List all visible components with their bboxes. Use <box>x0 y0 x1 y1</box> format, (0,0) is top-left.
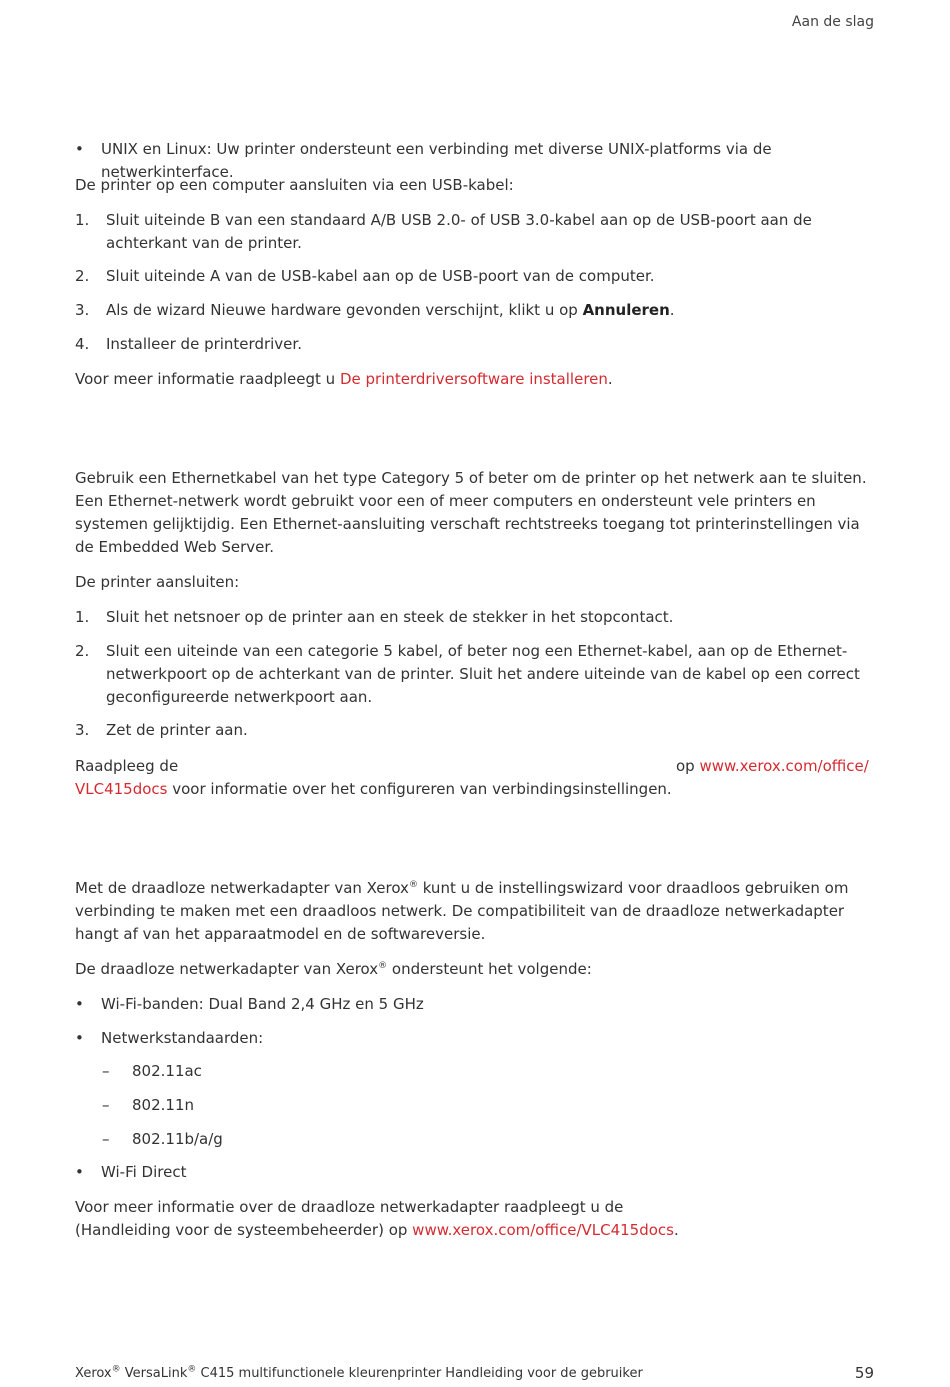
supports-part: ondersteunt het volgende: <box>387 960 592 978</box>
registered-mark: ® <box>408 880 418 890</box>
running-header: Aan de slag <box>791 14 874 30</box>
annuleren-label: Annuleren <box>582 301 670 319</box>
more-info-line-1: Voor meer informatie over de draadloze netwerkadapter raadpleegt u de <box>75 1198 624 1216</box>
footer-title <box>75 1366 643 1381</box>
standard-value: 802.11b/a/g <box>132 1130 223 1148</box>
more-info-suffix: . <box>674 1221 679 1239</box>
reference-op <box>676 755 869 778</box>
step-number: 3. <box>75 301 90 319</box>
footer-model: VersaLink <box>120 1366 188 1381</box>
registered-mark: ® <box>187 1364 197 1375</box>
reference-prefix: Raadpleeg de <box>75 757 179 775</box>
step-number: 4. <box>75 335 90 353</box>
wireless-body <box>75 877 875 946</box>
footer-rest: C415 multifunctionele kleurenprinter Handleiding voor de gebruiker <box>196 1366 643 1381</box>
docs-link-part-1[interactable]: www.xerox.com/office/ <box>699 757 869 775</box>
standards-text: Netwerkstandaarden: <box>101 1029 264 1047</box>
dash-marker: – <box>102 1130 110 1148</box>
wireless-more-info <box>75 1196 875 1242</box>
usb-intro: De printer op een computer aansluiten via een USB-kabel: <box>75 176 514 194</box>
bullet-marker: • <box>75 995 84 1013</box>
ethernet-body: Gebruik een Ethernetkabel van het type Category 5 of beter om de printer op het netwerk aan te sluiten. Een Ethernet-netwerk wordt gebruikt voor een of meer computers en ondersteunt vele printers en systemen gelijktijdig. Een Ethernet-aansluiting verschaft rechtstreeks toegang tot printerinstellingen via de Embedded Web Server. <box>75 469 867 556</box>
registered-mark: ® <box>111 1364 121 1375</box>
wifi-direct-text: Wi-Fi Direct <box>101 1163 187 1181</box>
step-text: Sluit het netsnoer op de printer aan en steek de stekker in het stopcontact. <box>106 608 674 626</box>
wireless-body-part: kunt u de instellingswizard voor draadloos gebruiken om verbinding te maken met een draadloos netwerk. De compatibiliteit van de draadloze netwerkadapter hangt af van het apparaatmodel en de softwareversie. <box>75 879 849 943</box>
bands-text: Wi-Fi-banden: Dual Band 2,4 GHz en 5 GHz <box>101 995 424 1013</box>
more-info-suffix: . <box>607 370 613 388</box>
step-number: 1. <box>75 608 90 626</box>
wireless-body-part: Met de draadloze netwerkadapter van Xerox <box>75 879 409 897</box>
reference-line-2 <box>75 778 672 801</box>
footer-brand: Xerox <box>75 1366 112 1381</box>
docs-link[interactable]: www.xerox.com/office/VLC415docs <box>412 1221 674 1239</box>
step-number: 3. <box>75 721 90 739</box>
docs-link-part-2[interactable]: VLC415docs <box>75 780 168 798</box>
step-number: 2. <box>75 642 90 660</box>
bullet-marker: • <box>75 140 84 158</box>
registered-mark: ® <box>378 961 388 971</box>
step-number: 1. <box>75 211 90 229</box>
step-text-part: Als de wizard Nieuwe hardware gevonden verschijnt, klikt u op <box>106 301 583 319</box>
unix-bullet-text: UNIX en Linux: Uw printer ondersteunt een verbinding met diverse UNIX-platforms via de netwerkinterface. <box>101 140 772 181</box>
more-info-line-2 <box>75 1219 875 1242</box>
ethernet-intro: De printer aansluiten: <box>75 573 240 591</box>
step-text: Zet de printer aan. <box>106 721 248 739</box>
usb-more-info <box>75 368 875 391</box>
bullet-marker: • <box>75 1029 84 1047</box>
step-text: Sluit uiteinde A van de USB-kabel aan op de USB-poort van de computer. <box>106 267 655 285</box>
bullet-marker: • <box>75 1163 84 1181</box>
standard-value: 802.11n <box>132 1096 194 1114</box>
dash-marker: – <box>102 1096 110 1114</box>
install-driver-link[interactable]: De printerdriversoftware installeren <box>339 370 608 388</box>
ethernet-reference <box>75 755 875 801</box>
standard-value: 802.11ac <box>132 1062 202 1080</box>
reference-op-word: op <box>676 757 695 775</box>
supports-part: De draadloze netwerkadapter van Xerox <box>75 960 379 978</box>
dash-marker: – <box>102 1062 110 1080</box>
step-text-part: . <box>669 301 675 319</box>
step-text <box>106 299 871 322</box>
more-info-prefix: (Handleiding voor de systeembeheerder) op <box>75 1221 413 1239</box>
wireless-supports <box>75 958 875 981</box>
more-info-prefix: Voor meer informatie raadpleegt u <box>75 370 340 388</box>
step-text: Sluit uiteinde B van een standaard A/B USB 2.0- of USB 3.0-kabel aan op de USB-poort aan de achterkant van de printer. <box>106 211 812 252</box>
step-number: 2. <box>75 267 90 285</box>
page-number: 59 <box>854 1364 874 1382</box>
step-text: Installeer de printerdriver. <box>106 335 302 353</box>
step-text: Sluit een uiteinde van een categorie 5 kabel, of beter nog een Ethernet-kabel, aan op de Ethernet-netwerkpoort op de achterkant van de printer. Sluit het andere uiteinde van de kabel op een correct geconfigureerde netwerkpoort aan. <box>106 642 860 706</box>
reference-suffix: voor informatie over het configureren van verbindingsinstellingen. <box>167 780 672 798</box>
